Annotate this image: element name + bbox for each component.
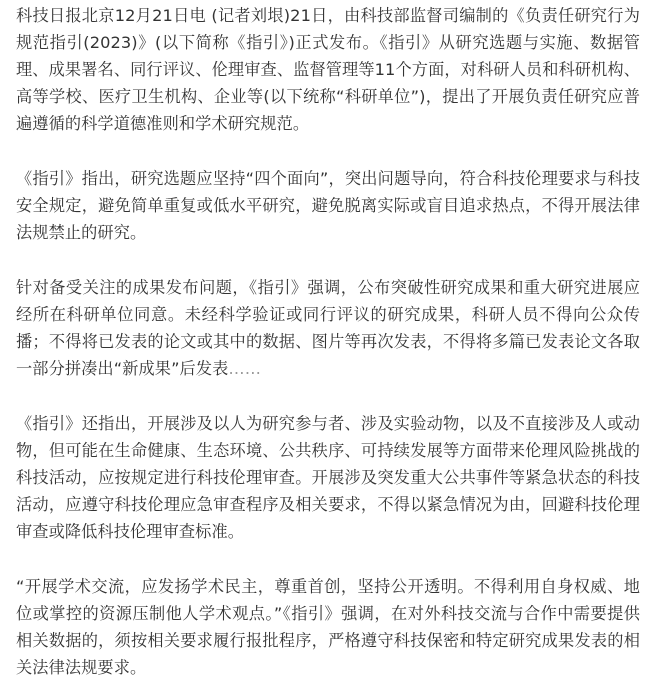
paragraph-lead: 科技日报北京12月21日电 (记者刘垠)21日，由科技部监督司编制的《负责任研究行为规范指引(2023)》(以下简称《指引》)正式发布。《指引》从研究选题与实施、数据管理、成果署名、同行评议、伦理审查、监督管理等11个方面，对科研人员和科研机构、高等学校、医疗卫生机构、企业等(以下统称“科研单位”)，提出了开展负责任研究应普遍遵循的科学道德准则和学术研究规范。 bbox=[16, 6, 640, 133]
paragraph-results-publication bbox=[16, 274, 640, 382]
paragraph-results-publication-text: 针对备受关注的成果发布问题，《指引》强调，公布突破性研究成果和重大研究进展应经所在科研单位同意。未经科学验证或同行评议的研究成果，科研人员不得向公众传播；不得将已发表的论文或其中的数据、图片等再次发表，不得将多篇已发表论文各取一部分拼凑出“新成果”后发表 bbox=[16, 278, 640, 378]
paragraph-topic-selection: 《指引》指出，研究选题应坚持“四个面向”，突出问题导向，符合科技伦理要求与科技安全规定，避免简单重复或低水平研究，避免脱离实际或盲目追求热点，不得开展法律法规禁止的研究。 bbox=[16, 169, 640, 242]
article-body bbox=[16, 2, 640, 681]
ellipsis-marker: …… bbox=[228, 359, 261, 378]
paragraph-ethics-review: 《指引》还指出，开展涉及以人为研究参与者、涉及实验动物，以及不直接涉及人或动物，但可能在生命健康、生态环境、公共秩序、可持续发展等方面带来伦理风险挑战的科技活动，应按规定进行科技伦理审查。开展涉及突发重大公共事件等紧急状态的科技活动，应遵守科技伦理应急审查程序及相关要求，不得以紧急情况为由，回避科技伦理审查或降低科技伦理审查标准。 bbox=[16, 414, 640, 541]
paragraph-academic-exchange: “开展学术交流，应发扬学术民主，尊重首创，坚持公开透明。不得利用自身权威、地位或掌控的资源压制他人学术观点。”《指引》强调，在对外科技交流与合作中需要提供相关数据的，须按相关要求履行报批程序，严格遵守科技保密和特定研究成果发表的相关法律法规要求。 bbox=[16, 577, 640, 677]
